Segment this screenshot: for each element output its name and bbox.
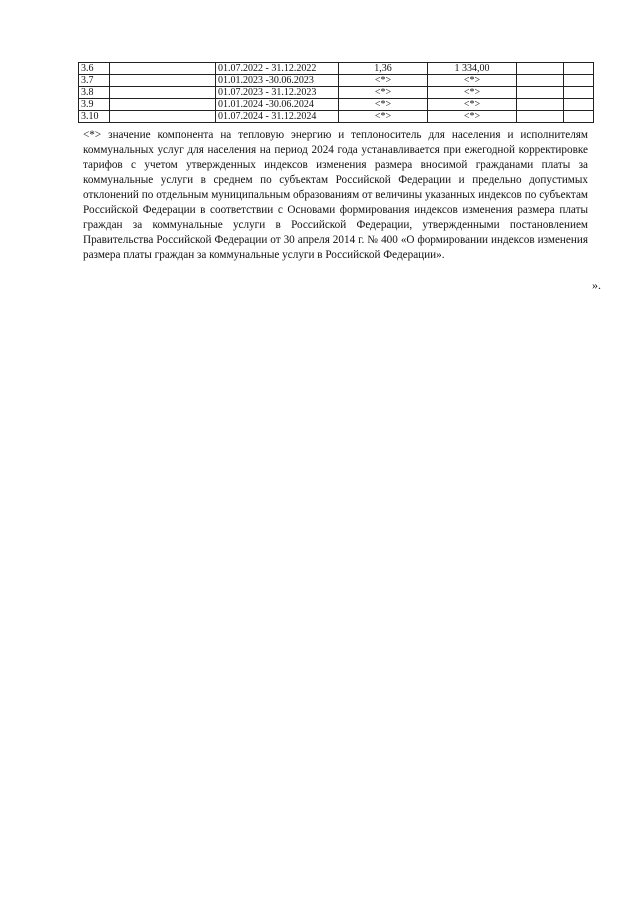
value-cell-2: <*> (428, 99, 517, 111)
empty-cell (564, 99, 594, 111)
table-row (79, 63, 594, 75)
empty-cell (110, 87, 216, 99)
empty-cell (564, 75, 594, 87)
value-cell-2: <*> (428, 111, 517, 123)
empty-cell (110, 63, 216, 75)
period-cell: 01.07.2024 - 31.12.2024 (216, 111, 339, 123)
empty-cell (110, 111, 216, 123)
empty-cell (517, 63, 564, 75)
value-cell-1: 1,36 (339, 63, 428, 75)
empty-cell (517, 75, 564, 87)
value-cell-1: <*> (339, 99, 428, 111)
value-cell-2: 1 334,00 (428, 63, 517, 75)
closing-quote: ». (592, 278, 601, 292)
footnote-text: <*> значение компонента на тепловую энергию и теплоноситель для населения и исполнителям коммунальных услуг для населения на период 2024 года устанавливается при ежегодной корректировке тарифов с учетом утвержденных индексов изменения размера вносимой гражданами платы за коммунальные услуги в среднем по субъектам Российской Федерации и предельно допустимых отклонений по отдельным муниципальным образованиям от величины указанных индексов по субъектам Российской Федерации в соответствии с Основами формирования индексов изменения размера платы граждан за коммунальные услуги в Российской Федерации, утвержденными постановлением Правительства Российской Федерации от 30 апреля 2014 г. № 400 «О формировании индексов изменения размера платы граждан за коммунальные услуги в Российской Федерации». (83, 129, 588, 261)
value-cell-1: <*> (339, 111, 428, 123)
table-row (79, 87, 594, 99)
empty-cell (517, 99, 564, 111)
row-number: 3.7 (79, 75, 110, 87)
period-cell: 01.07.2023 - 31.12.2023 (216, 87, 339, 99)
value-cell-1: <*> (339, 87, 428, 99)
period-cell: 01.07.2022 - 31.12.2022 (216, 63, 339, 75)
empty-cell (564, 111, 594, 123)
empty-cell (110, 75, 216, 87)
table-row (79, 75, 594, 87)
tariff-table-body (79, 63, 594, 123)
table-row (79, 99, 594, 111)
row-number: 3.10 (79, 111, 110, 123)
empty-cell (517, 87, 564, 99)
row-number: 3.6 (79, 63, 110, 75)
empty-cell (564, 87, 594, 99)
tariff-table (78, 62, 594, 123)
value-cell-2: <*> (428, 75, 517, 87)
row-number: 3.8 (79, 87, 110, 99)
empty-cell (517, 111, 564, 123)
period-cell: 01.01.2024 -30.06.2024 (216, 99, 339, 111)
period-cell: 01.01.2023 -30.06.2023 (216, 75, 339, 87)
empty-cell (564, 63, 594, 75)
row-number: 3.9 (79, 99, 110, 111)
value-cell-1: <*> (339, 75, 428, 87)
value-cell-2: <*> (428, 87, 517, 99)
empty-cell (110, 99, 216, 111)
table-row (79, 111, 594, 123)
